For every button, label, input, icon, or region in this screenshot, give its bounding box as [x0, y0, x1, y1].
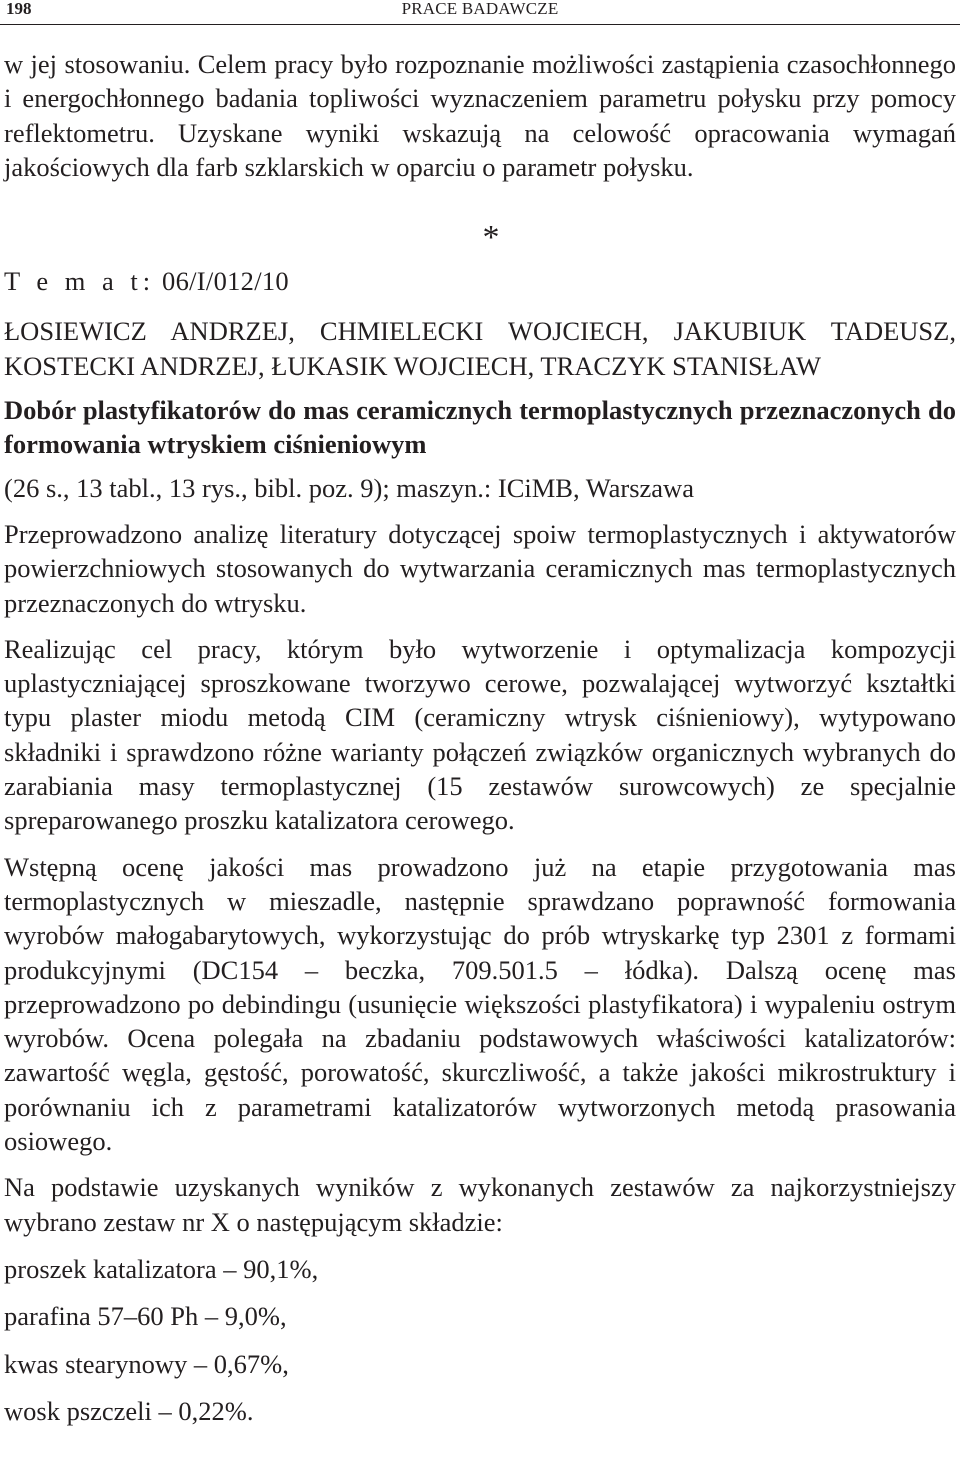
body-paragraph: Przeprowadzono analizę literatury dotyczącej spoiw termoplastycznych i aktywatorów powierzchniowych stosowanych do wytwarzania ceramicznych mas termoplastycznych przeznaczonych do wtrysku. [4, 518, 956, 618]
topic-value: 06/I/012/10 [162, 266, 289, 297]
body-paragraph: Wstępną ocenę jakości mas prowadzono już na etapie przygotowania mas termoplastycznych w mieszadle, następnie sprawdzano poprawność formowania wyrobów małogabarytowych, wykorzystując do prób wtryskarkę typ 2301 z formami produkcyjnymi (DC154 – beczka, 709.501.5 – łódka). Dalszą ocenę mas przeprowadzono po debindingu (usunięcie większości plastyfikatora) i wypaleniu ostrym wyrobów. Ocena polegała na zbadaniu podstawowych właściwości katalizatorów: zawartość węgla, gęstość, porowatość, skurczliwość, a także jakości mikrostruktury i porównaniu ich z parametrami katalizatorów wytworzonych metodą prasowania osiowego. [4, 851, 956, 1157]
page-number: 198 [6, 0, 32, 18]
section-separator: * [482, 219, 500, 257]
composition-item: wosk pszczeli – 0,22%. [4, 1395, 254, 1426]
composition-item: parafina 57–60 Ph – 9,0%, [4, 1301, 287, 1332]
composition-item: kwas stearynowy – 0,67%, [4, 1348, 289, 1379]
header-rule [0, 24, 960, 25]
page-header [0, 0, 960, 26]
page-body [4, 47, 956, 1428]
intro-paragraph: w jej stosowaniu. Celem pracy było rozpoznanie możliwości zastąpienia czasochłonnego i energochłonnego badania topliwości wyznaczeniem parametru połysku przy pomocy reflektometru. Uzyskane wyniki wskazują na celowość opracowania wymagań jakościowych dla farb szklarskich w oparciu o parametr połysku. [4, 49, 956, 182]
report-title: Dobór plastyfikatorów do mas ceramicznych termoplastycznych przeznaczonych do formowania wtryskiem ciśnieniowym [4, 395, 956, 460]
running-title: PRACE BADAWCZE [401, 0, 559, 18]
body-paragraph: Na podstawie uzyskanych wyników z wykonanych zestawów za najkorzystniejszy wybrano zestaw nr X o następującym składzie: [4, 1172, 956, 1237]
topic-label: T e m a t: [4, 266, 156, 297]
body-paragraph: Realizując cel pracy, którym było wytworzenie i optymalizacja kompozycji uplastyczniającej sproszkowane tworzywo cerowe, pozwalającej wytworzyć kształtki typu plaster miodu metodą CIM (ceramiczny wtrysk ciśnieniowy), wytypowano składniki i sprawdzono różne warianty połączeń związków organicznych wybranych do zarabiania masy termoplastycznej (15 zestawów surowcowych) ze specjalnie spreparowanego proszku katalizatora cerowego. [4, 633, 956, 836]
authors-list: ŁOSIEWICZ ANDRZEJ, CHMIELECKI WOJCIECH, JAKUBIUK TADEUSZ, KOSTECKI ANDRZEJ, ŁUKASIK WOJCIECH, TRACZYK STANISŁAW [4, 316, 956, 381]
topic-line [4, 264, 956, 298]
report-metadata: (26 s., 13 tabl., 13 rys., bibl. poz. 9); maszyn.: ICiMB, Warszawa [4, 472, 694, 503]
composition-item: proszek katalizatora – 90,1%, [4, 1253, 319, 1284]
